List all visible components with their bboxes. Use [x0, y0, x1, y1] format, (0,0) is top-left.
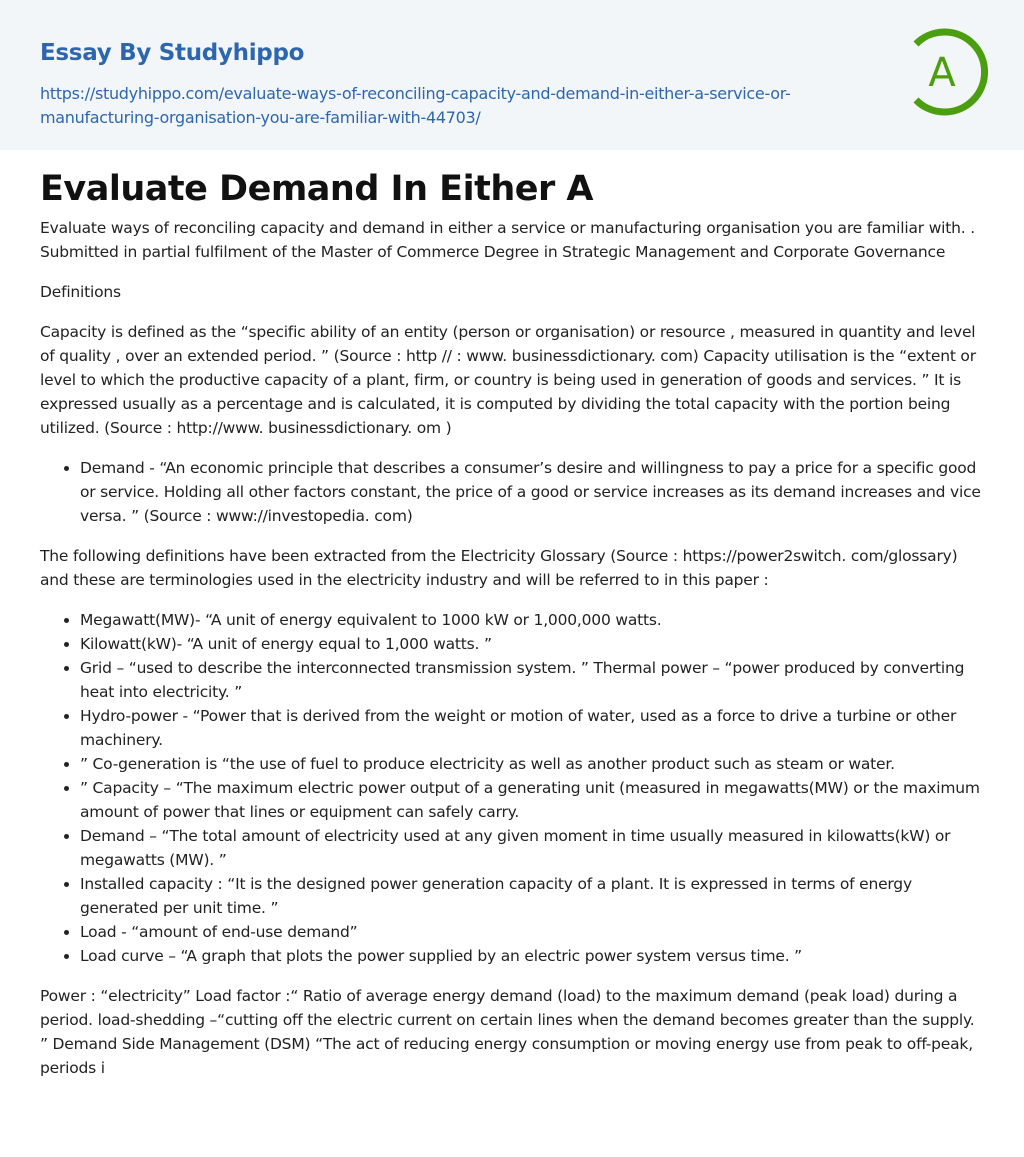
list-item: • Kilowatt(kW)- “A unit of energy equal to 1,000 watts. ” — [80, 632, 984, 656]
list-item: • Grid – “used to describe the interconnected transmission system. ” Thermal power – “power produced by converting heat into electricity. ” — [80, 656, 984, 704]
list-item: • Demand - “An economic principle that describes a consumer’s desire and willingness to pay a price for a specific good or service. Holding all other factors constant, the price of a good or service increases as its demand increases and vice versa. ” (Source : www://investopedia. com) — [80, 456, 984, 528]
final-paragraph: Power : “electricity” Load factor :“ Ratio of average energy demand (load) to the maximum demand (peak load) during a period. load-shedding –“cutting off the electric current on certain lines when the demand becomes greater than the supply. ” Demand Side Management (DSM) “The act of reducing energy consumption or moving energy use from peak to off-peak, periods i — [40, 987, 975, 1077]
glossary-list — [40, 608, 984, 968]
brand-title: Essay By Studyhippo — [40, 40, 305, 66]
list-item: • ” Capacity – “The maximum electric power output of a generating unit (measured in megawatts(MW) or the maximum amount of power that lines or equipment can safely carry. — [80, 776, 984, 824]
studyhippo-logo-icon[interactable] — [896, 26, 988, 118]
list-item: • Demand – “The total amount of electricity used at any given moment in time usually measured in kilowatts(kW) or megawatts (MW). ” — [80, 824, 984, 872]
article-title: Evaluate Demand In Either A — [40, 169, 594, 209]
essay-url-link[interactable]: https://studyhippo.com/evaluate-ways-of-reconciling-capacity-and-demand-in-either-a-service-or-manufacturing-organisation-you-are-familiar-with-44703/ — [40, 84, 791, 127]
list-item: • ” Co-generation is “the use of fuel to produce electricity as well as another product such as steam or water. — [80, 752, 984, 776]
capacity-paragraph: Capacity is defined as the “specific ability of an entity (person or organisation) or resource , measured in quantity and level of quality , over an extended period. ” (Source : http // : www. businessdictionary. com) Capacity utilisation is the “extent or level to which the productive capacity of a plant, firm, or country is being used in generation of goods and services. ” It is expressed usually as a percentage and is calculated, it is computed by dividing the total capacity with the portion being utilized. (Source : http://www. businessdictionary. om ) — [40, 323, 976, 437]
logo-letter: A — [928, 50, 956, 96]
article — [0, 150, 1024, 1136]
list-item: • Hydro-power - “Power that is derived from the weight or motion of water, used as a force to drive a turbine or other machinery. — [80, 704, 984, 752]
list-item: • Load - “amount of end-use demand” — [80, 920, 984, 944]
list-item: • Installed capacity : “It is the designed power generation capacity of a plant. It is expressed in terms of energy generated per unit time. ” — [80, 872, 984, 920]
definitions-heading: Definitions — [40, 283, 121, 301]
glossary-intro: The following definitions have been extracted from the Electricity Glossary (Source : https://power2switch. com/glossary) and these are terminologies used in the electricity industry and will be referred to in this paper : — [40, 547, 958, 589]
list-item: • Load curve – “A graph that plots the power supplied by an electric power system versus time. ” — [80, 944, 984, 968]
intro-paragraph: Evaluate ways of reconciling capacity and demand in either a service or manufacturing organisation you are familiar with. . Submitted in partial fulfilment of the Master of Commerce Degree in Strategic Management and Corporate Governance — [40, 219, 975, 261]
list-item: • Megawatt(MW)- “A unit of energy equivalent to 1000 kW or 1,000,000 watts. — [80, 608, 984, 632]
site-header — [0, 0, 1024, 150]
demand-list — [40, 456, 984, 528]
